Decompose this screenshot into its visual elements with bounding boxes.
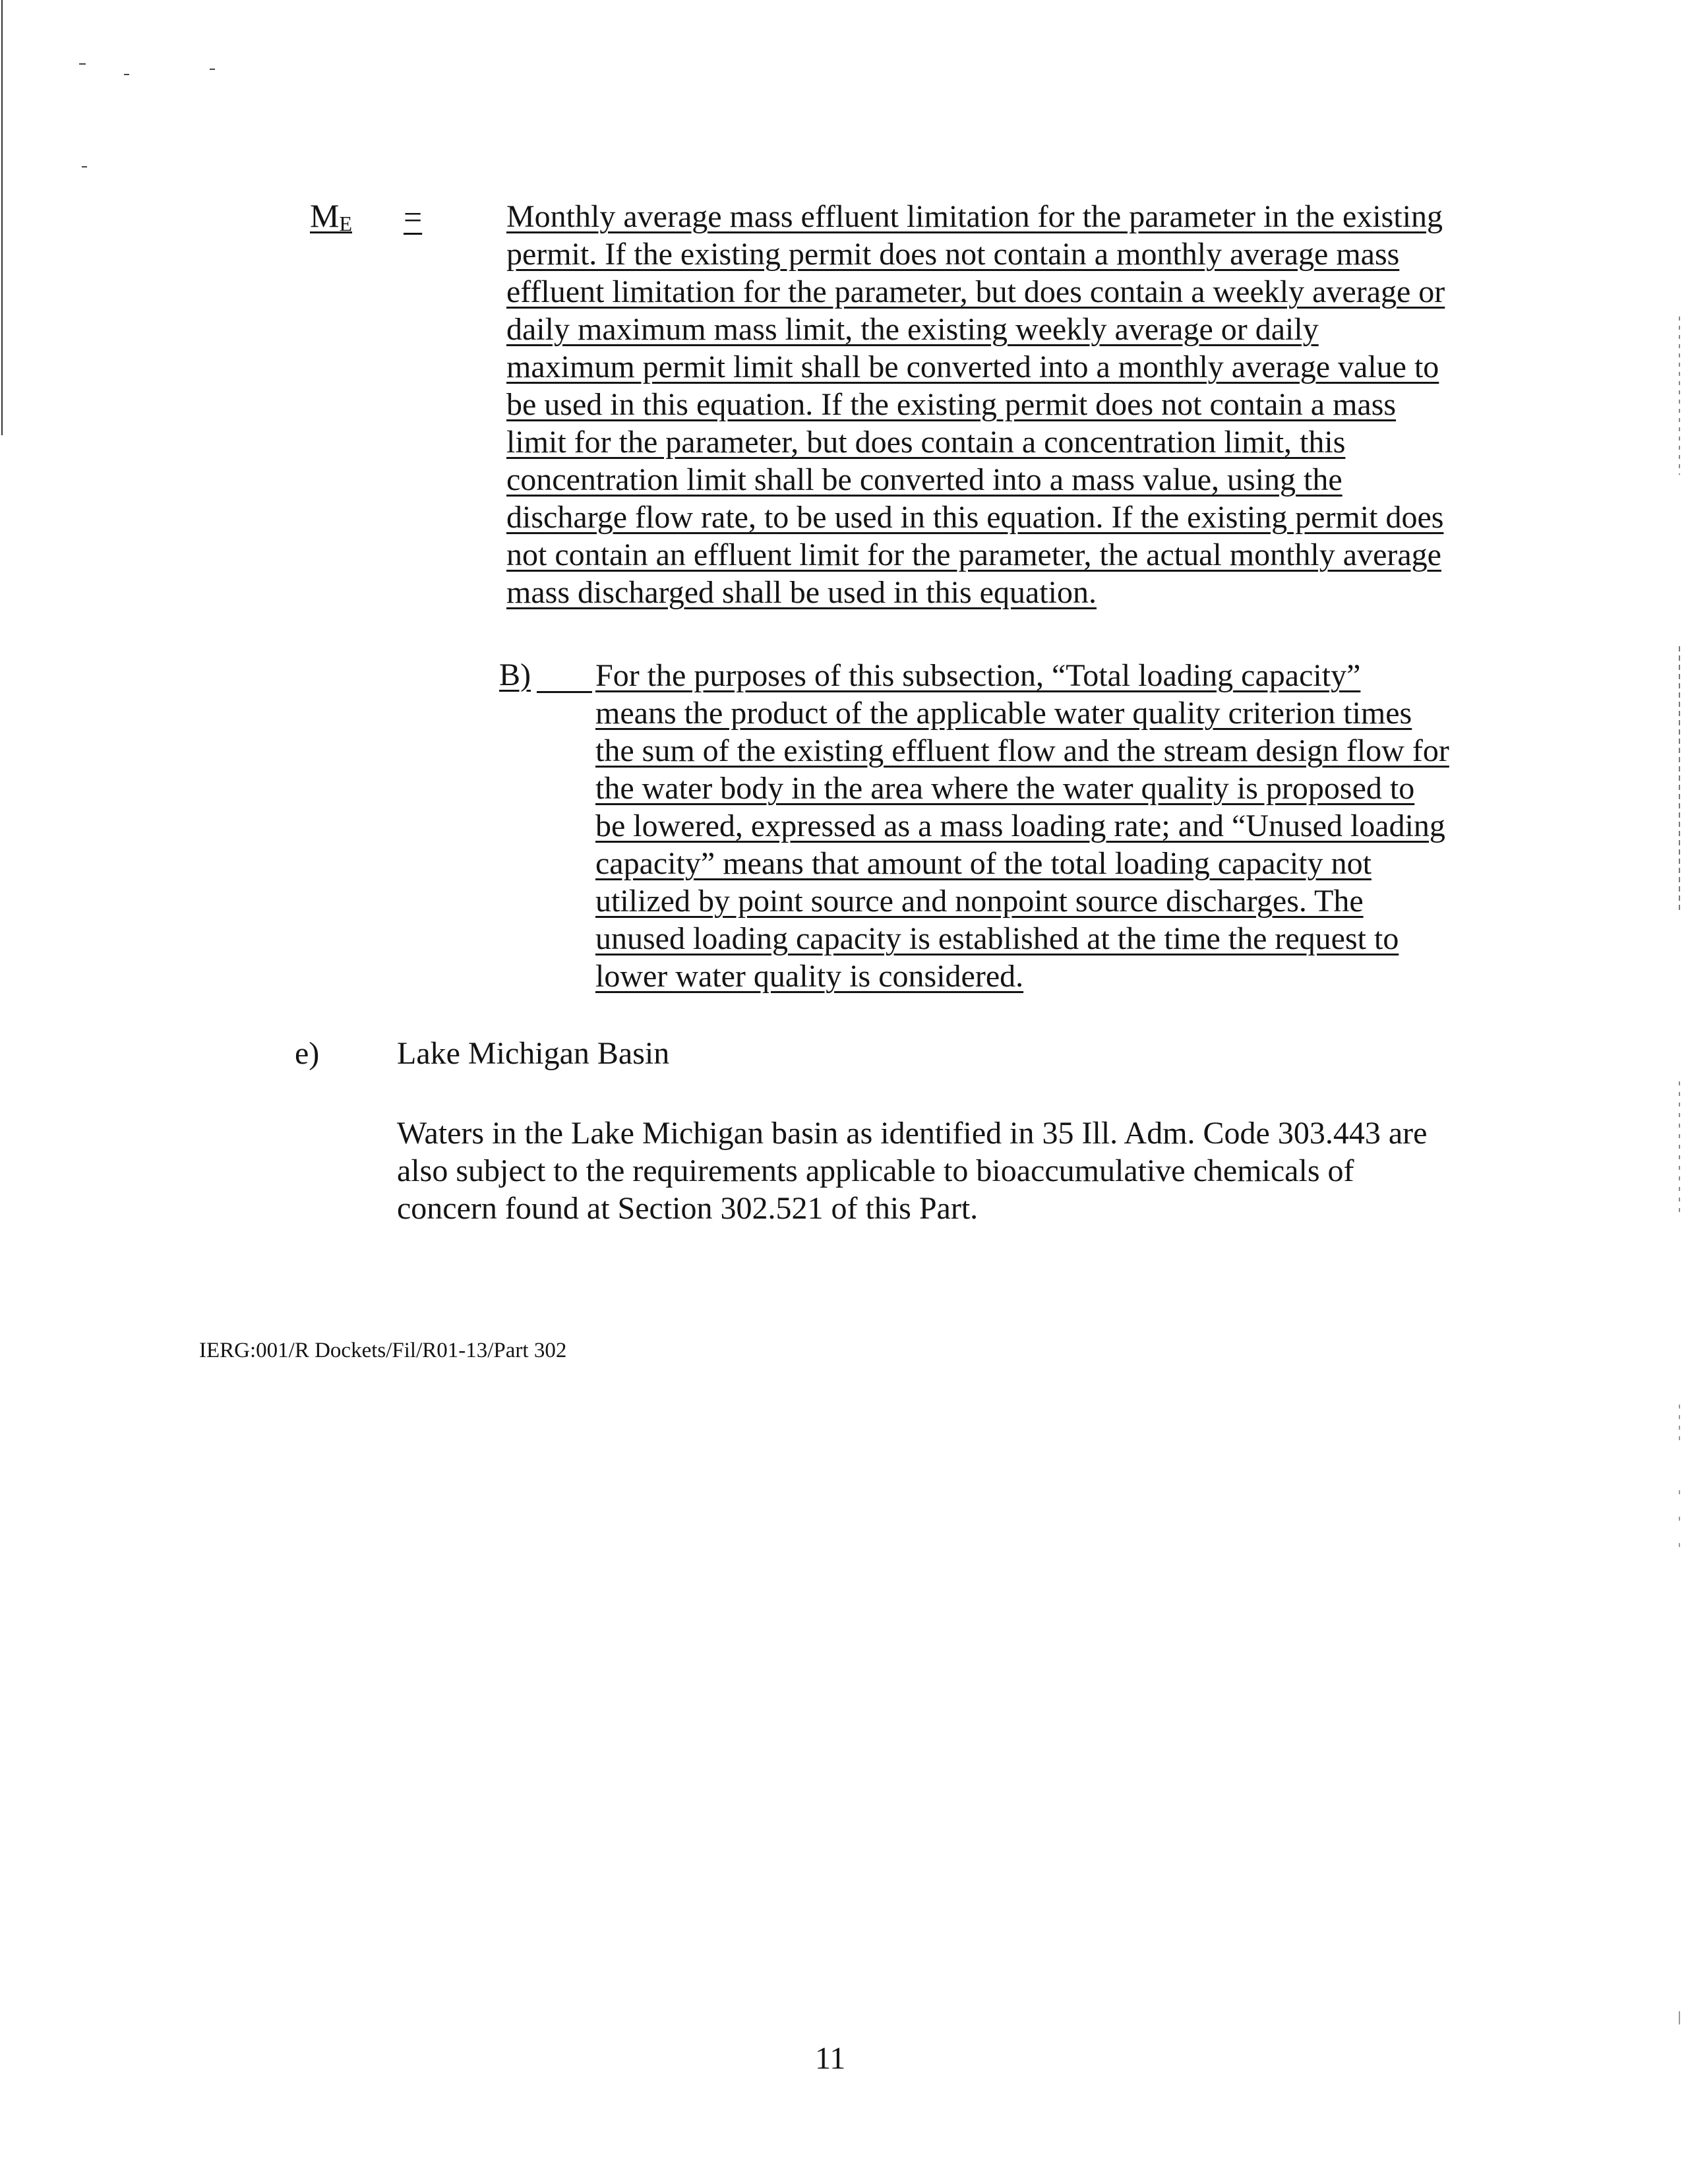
subsection-b-line: unused loading capacity is established at the time the request to — [595, 921, 1399, 956]
definition-line: concentration limit shall be converted into a mass value, using the — [506, 462, 1342, 497]
scan-speck — [82, 166, 87, 167]
definition-line: effluent limitation for the parameter, but does contain a weekly average or — [506, 274, 1445, 309]
scan-edge-dash — [1679, 1490, 1680, 1569]
scan-edge-line — [1, 0, 3, 435]
definition-line: be used in this equation. If the existing permit does not contain a mass — [506, 387, 1397, 422]
definition-line: discharge flow rate, to be used in this equation. If the existing permit does — [506, 500, 1444, 535]
subsection-b-line: lower water quality is considered. — [595, 959, 1024, 994]
subsection-b-line: capacity” means that amount of the total loading capacity not — [595, 846, 1372, 881]
subsection-b-line: the sum of the existing effluent flow and the stream design flow for — [595, 733, 1449, 768]
scan-edge-dash — [1679, 1081, 1680, 1213]
page-number: 11 — [815, 2041, 846, 2076]
subsection-b-line: means the product of the applicable water quality criterion times — [595, 696, 1412, 731]
subsection-e-line: concern found at Section 302.521 of this Part. — [397, 1191, 979, 1226]
document-reference: IERG:001/R Dockets/Fil/R01-13/Part 302 — [199, 1339, 567, 1362]
definition-line: maximum permit limit shall be converted into a monthly average value to — [506, 349, 1439, 384]
variable-definition — [506, 198, 1489, 611]
subsection-e-title: Lake Michigan Basin — [397, 1036, 670, 1071]
definition-line: daily maximum mass limit, the existing weekly average or daily — [506, 312, 1319, 347]
subsection-e-paragraph — [397, 1114, 1492, 1227]
scan-edge-dash — [1679, 1405, 1680, 1444]
definition-line: limit for the parameter, but does contain a concentration limit, this — [506, 425, 1346, 460]
equals-sign: = — [404, 198, 423, 235]
subsection-b-label: B) — [499, 657, 531, 692]
subsection-b-text — [595, 657, 1489, 995]
subsection-e-line: Waters in the Lake Michigan basin as identified in 35 Ill. Adm. Code 303.443 are — [397, 1116, 1428, 1151]
subsection-b-line: For the purposes of this subsection, “Total loading capacity” — [595, 658, 1361, 693]
variable-symbol: ME — [310, 197, 353, 235]
definition-line: permit. If the existing permit does not contain a monthly average mass — [506, 237, 1400, 272]
scan-speck — [210, 69, 215, 70]
scan-speck — [79, 63, 86, 65]
definition-line: mass discharged shall be used in this equation. — [506, 575, 1097, 610]
subsection-b-line: be lowered, expressed as a mass loading rate; and “Unused loading — [595, 808, 1445, 843]
scan-edge-dash — [1679, 2011, 1680, 2024]
definition-line: Monthly average mass effluent limitation for the parameter in the existing — [506, 199, 1443, 234]
subsection-e-line: also subject to the requirements applicable to bioaccumulative chemicals of — [397, 1153, 1354, 1188]
definition-line: not contain an effluent limit for the parameter, the actual monthly average — [506, 537, 1441, 572]
subsection-b-line: the water body in the area where the water quality is proposed to — [595, 771, 1415, 806]
scan-edge-dash — [1679, 317, 1680, 475]
subsection-b-line: utilized by point source and nonpoint source discharges. The — [595, 884, 1364, 919]
scan-speck — [124, 74, 129, 75]
subsection-e-label: e) — [295, 1036, 320, 1071]
subsection-b-label-underline — [537, 691, 592, 693]
scan-edge-dash — [1679, 646, 1680, 910]
